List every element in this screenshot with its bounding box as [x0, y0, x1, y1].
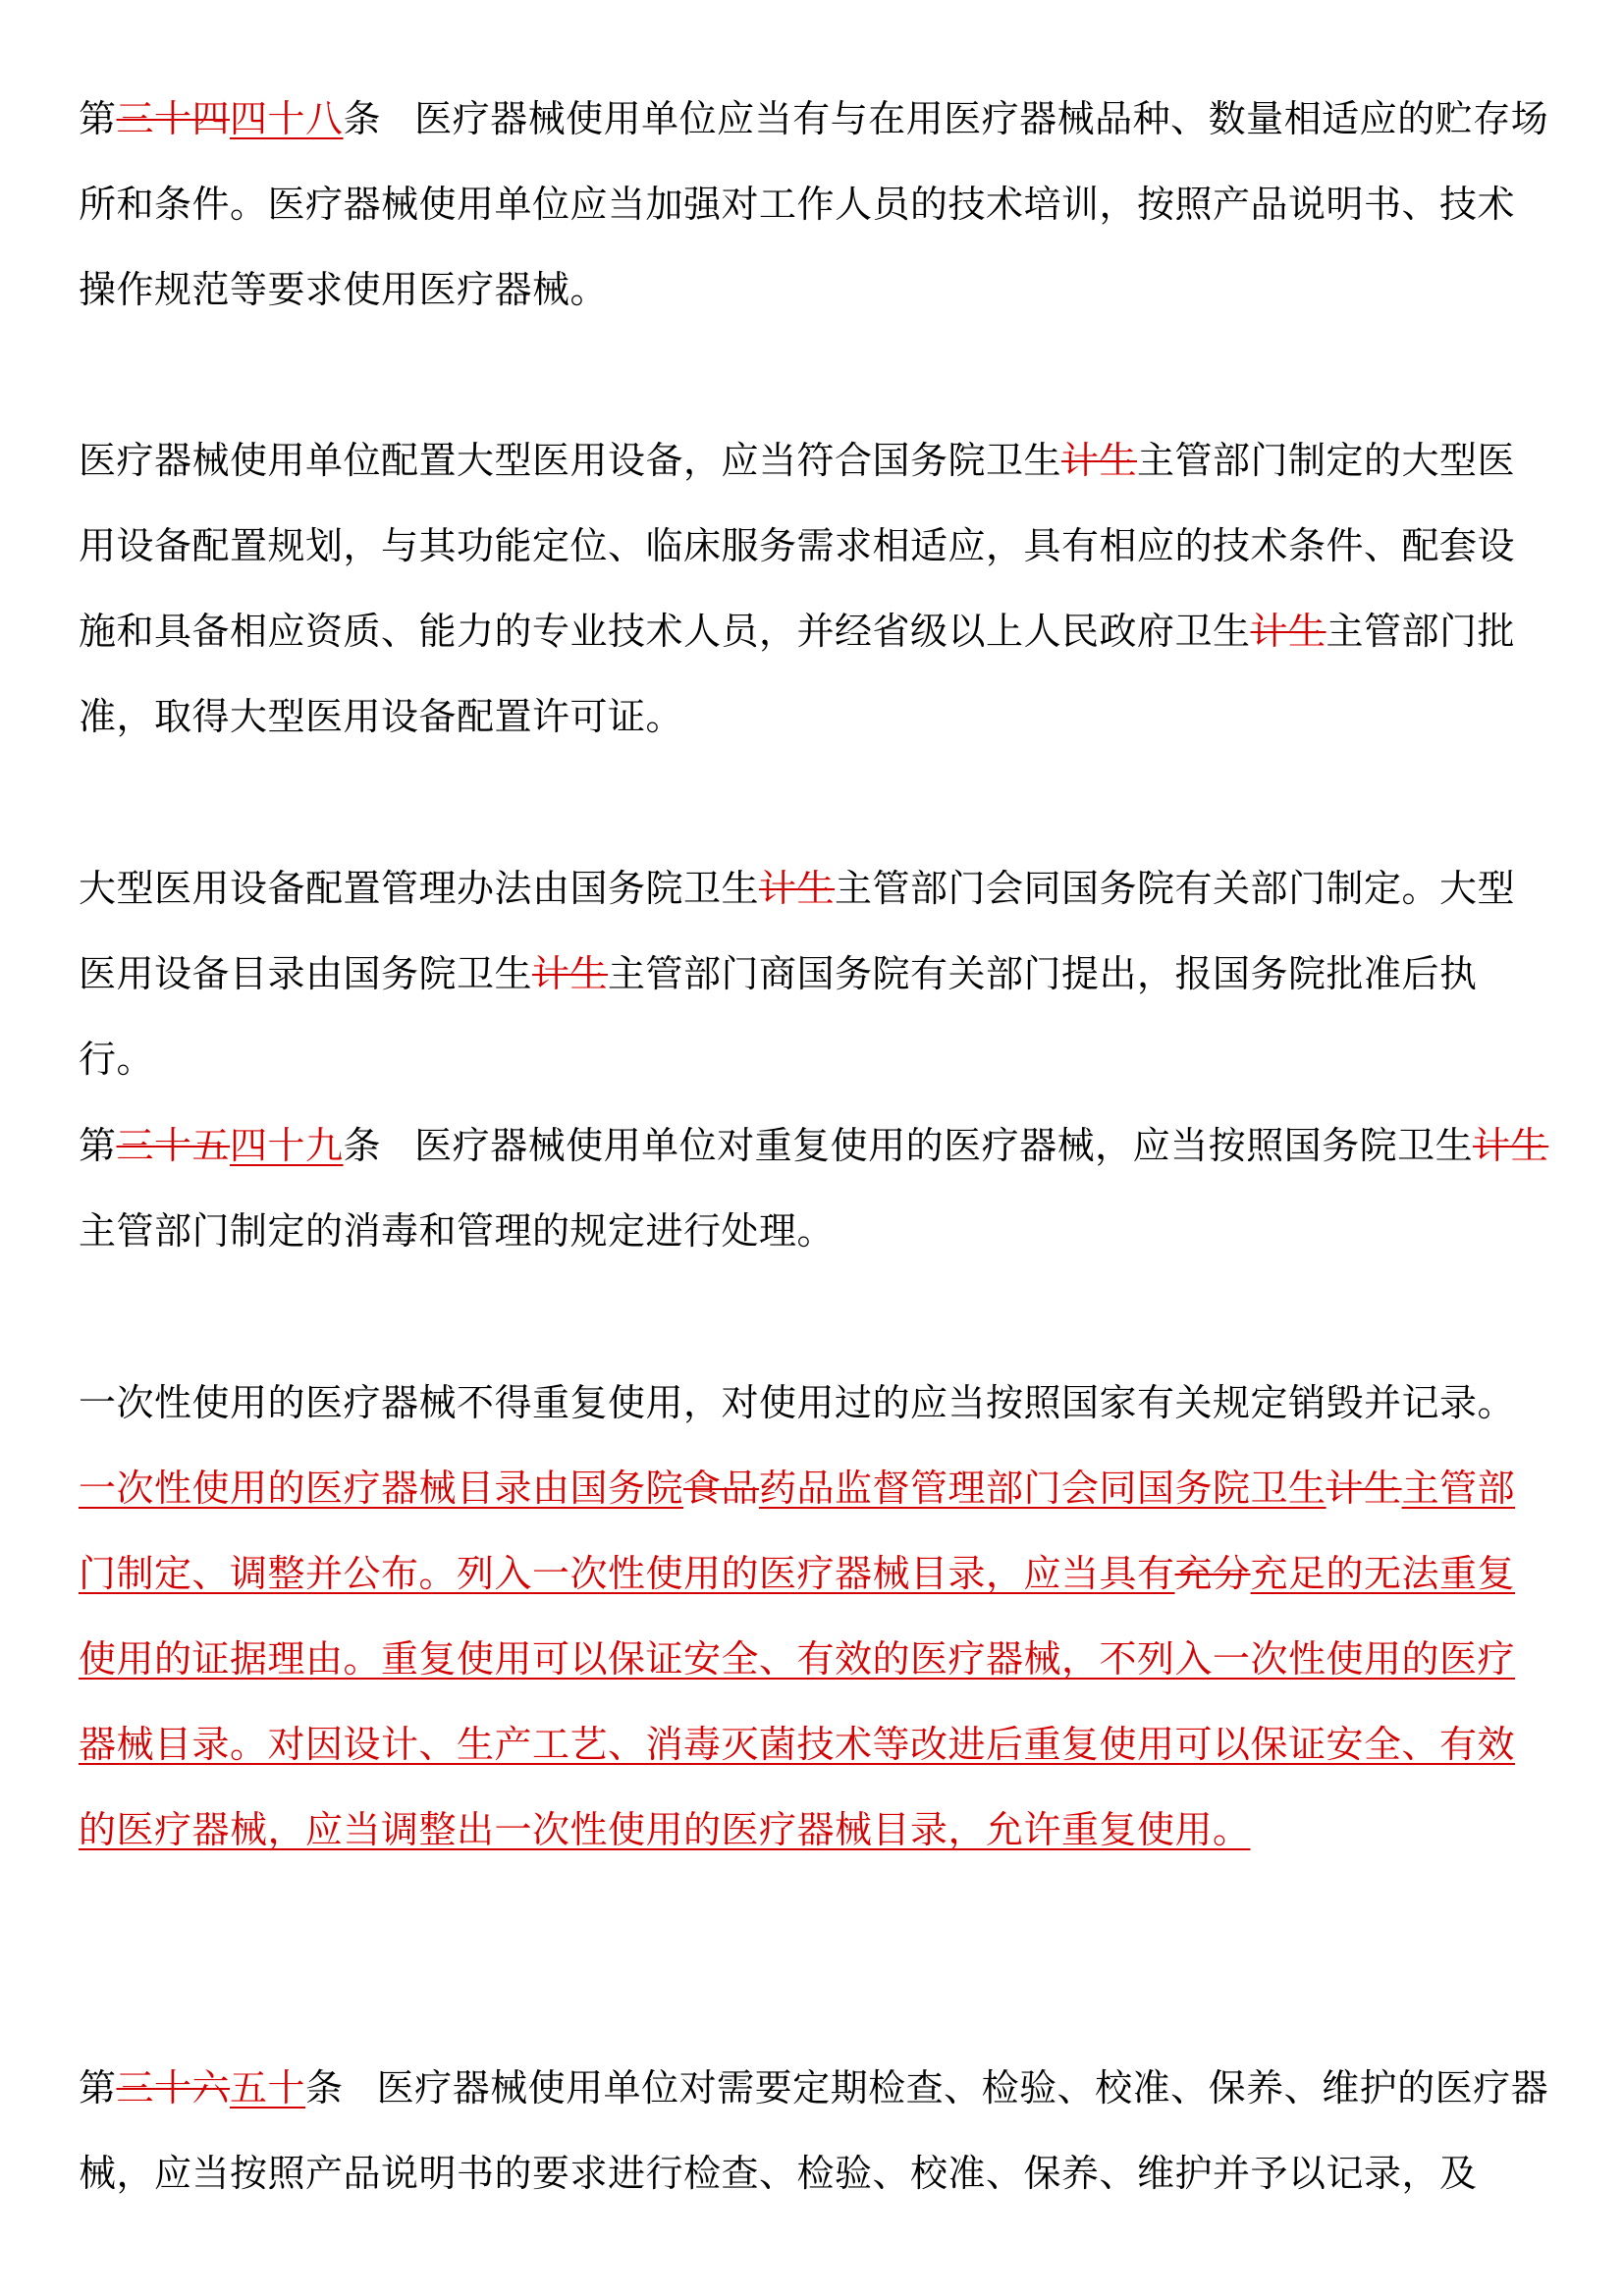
deleted-article-number: 三十五 — [116, 1124, 231, 1167]
article-suffix: 条 — [305, 2066, 344, 2109]
inserted-text: 一次性使用的医疗器械目录由国务院 — [79, 1467, 684, 1510]
article-50-paragraph — [79, 2046, 1551, 2216]
article-suffix: 条 — [343, 97, 382, 140]
text-segment: 医疗器械使用单位配置大型医用设备，应当符合国务院卫生 — [79, 439, 1062, 482]
deleted-text: 计生 — [1061, 439, 1138, 482]
article-50-text: 医疗器械使用单位对需要定期检查、检验、校准、保养、维护的医疗器械，应当按照产品说明书的要求进行检查、检验、校准、保养、维护并予以记录，及 — [79, 2066, 1549, 2195]
article-48-paragraph — [79, 77, 1551, 333]
article-48-text: 医疗器械使用单位应当有与在用医疗器械品种、数量相适应的贮存场所和条件。医疗器械使用单位应当加强对工作人员的技术培训，按照产品说明书、技术操作规范等要求使用医疗器械。 — [79, 97, 1549, 311]
text-segment: 主管部门制定的消毒和管理的规定进行处理。 — [79, 1209, 836, 1253]
deleted-text: 充分 — [1174, 1552, 1251, 1595]
deleted-text: 食品 — [683, 1467, 760, 1510]
article-prefix: 第 — [79, 97, 117, 140]
inserted-text: 药品监督管理部门会同国务院卫生 — [759, 1467, 1326, 1510]
article-prefix: 第 — [79, 2066, 117, 2109]
text-segment: 主管部门会同国务院有关部门制定。大型医用设备目录由国务院卫生 — [79, 867, 1516, 995]
inserted-article-number: 四十八 — [230, 97, 344, 140]
article-prefix: 第 — [79, 1124, 117, 1167]
inserted-article-number: 四十九 — [230, 1124, 344, 1167]
deleted-text: 计生 — [1250, 610, 1326, 653]
text-segment: 一次性使用的医疗器械不得重复使用，对使用过的应当按照国家有关规定销毁并记录。 — [79, 1381, 1516, 1424]
text-segment: 医疗器械使用单位对重复使用的医疗器械，应当按照国务院卫生 — [414, 1124, 1474, 1167]
deleted-text: 计生 — [1326, 1467, 1402, 1510]
large-equipment-paragraph — [79, 418, 1551, 760]
deleted-text: 计生 — [1473, 1124, 1549, 1167]
equipment-management-paragraph — [79, 846, 1551, 1102]
inserted-text: 主管部门制定、调整并公布。列入一次性使用的医疗器械目录，应当具有 — [79, 1467, 1516, 1595]
article-suffix: 条 — [343, 1124, 382, 1167]
deleted-text: 计生 — [759, 867, 836, 910]
text-segment: 大型医用设备配置管理办法由国务院卫生 — [79, 867, 760, 910]
inserted-article-number: 五十 — [230, 2066, 306, 2109]
single-use-paragraph — [79, 1361, 1551, 1873]
deleted-text: 计生 — [532, 952, 609, 995]
deleted-article-number: 三十四 — [116, 97, 231, 140]
inserted-text: 充足的无法重复使用的证据理由。重复使用可以保证安全、有效的医疗器械，不列入一次性使用的医疗器械目录。对因设计、生产工艺、消毒灭菌技术等改进后重复使用可以保证安全、有效的医疗器械，应当调整出一次性使用的医疗器械目录，允许重复使用。 — [79, 1552, 1516, 1851]
text-segment: 主管部门商国务院有关部门提出，报国务院批准后执行。 — [79, 952, 1478, 1081]
text-segment: 主管部门批准，取得大型医用设备配置许可证。 — [79, 610, 1516, 738]
article-49-paragraph — [79, 1103, 1551, 1274]
deleted-article-number: 三十六 — [116, 2066, 231, 2109]
text-segment: 主管部门制定的大型医用设备配置规划，与其功能定位、临床服务需求相适应，具有相应的技术条件、配套设施和具备相应资质、能力的专业技术人员，并经省级以上人民政府卫生 — [79, 439, 1516, 653]
